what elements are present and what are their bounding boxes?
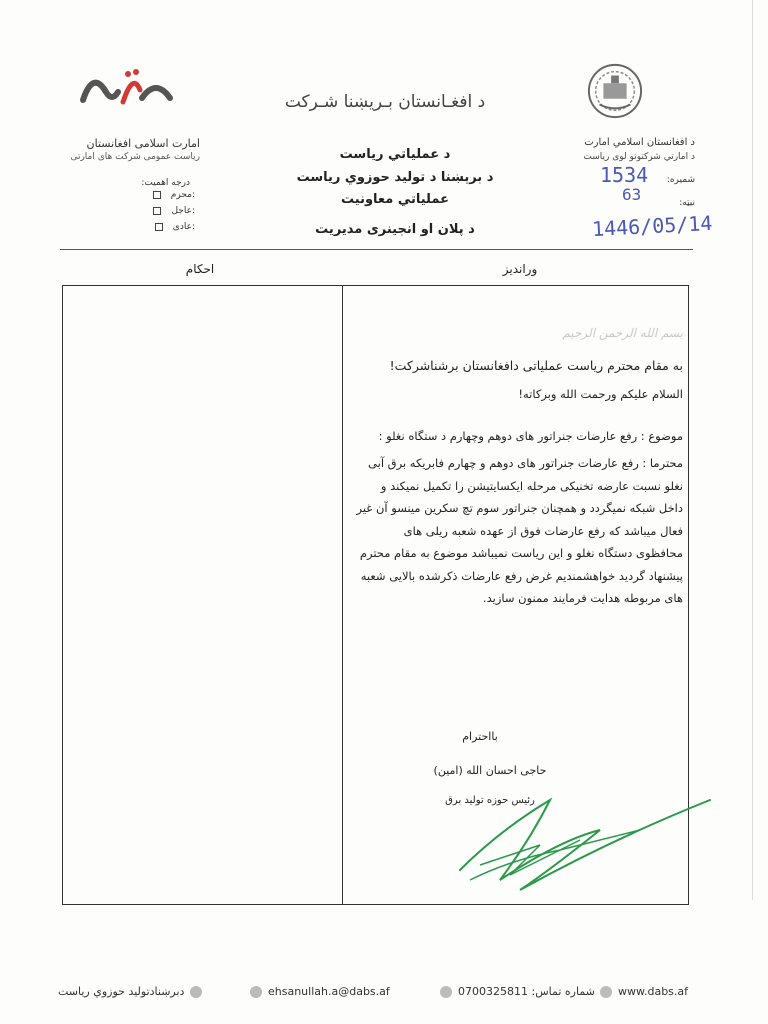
table-column-divider xyxy=(342,285,343,905)
signer-title: رئیس حوزه تولید برق xyxy=(445,795,535,806)
checkbox-confidential[interactable] xyxy=(153,191,161,199)
left-org-line1: امارت اسلامی افغانستان xyxy=(86,137,200,150)
closing-line: بااحترام xyxy=(462,730,498,743)
checkbox-urgent[interactable] xyxy=(153,207,161,215)
email-icon xyxy=(250,986,262,998)
column-header-orders: احکام xyxy=(185,262,215,276)
date-label: نیټه: xyxy=(679,198,695,208)
letter-body: محترما : رفع عارضات جنراتور های دوهم و چهارم فابریکه برق آبی نغلو نسبت عارضه تخنیکی مرحله ایکسایتیشن را تکمیل نمیکند و داخل شبکه نمیگردد و همچنان جنراتور سوم تچ سکرین مینسو آن غیر فعال میباشد که رفع عارضات فوق از عهده شعبه ریلی های محافظوی دستگاه نغلو و این ریاست نمیباشد موضوع به مقام محترم پیشنهاد گردید خواهشمندیم غرض رفع عارضات ذکرشده بالایی شعبه های مربوطه هدایت فرمایند ممنون سازید. xyxy=(356,456,683,605)
breshna-logo xyxy=(78,62,178,112)
column-header-incoming: وراندیز xyxy=(502,262,538,276)
bismillah-text: بسم الله الرحمن الرحیم xyxy=(562,326,683,340)
handwritten-signature xyxy=(440,770,730,900)
phone-icon xyxy=(440,986,452,998)
priority-urgent xyxy=(120,206,195,216)
footer-website xyxy=(600,985,688,998)
checkbox-normal[interactable] xyxy=(155,223,163,231)
footer-phone-text: شماره تماس: 0700325811 xyxy=(458,985,595,998)
header-divider xyxy=(60,249,693,250)
priority-normal-label: عادی: xyxy=(172,222,195,232)
company-title: د افغـانستان بـريښنا شـرکت xyxy=(284,92,486,112)
footer-website-text[interactable]: www.dabs.af xyxy=(618,985,689,998)
right-org-line1: د افغانستان اسلامي امارت xyxy=(584,137,695,148)
priority-confidential xyxy=(120,190,195,200)
footer-email-text[interactable]: ehsanullah.a@dabs.af xyxy=(268,985,390,998)
date-value: 1446/05/14 xyxy=(591,210,713,242)
dept-line-3: عملیاتي معاونیت xyxy=(341,192,449,207)
number-value: 1534 xyxy=(600,163,649,187)
page-edge-line xyxy=(752,0,753,900)
footer-phone xyxy=(440,985,595,998)
globe-icon xyxy=(600,986,612,998)
priority-urgent-label: عاجل: xyxy=(171,206,195,216)
greeting-line: السلام علیکم ورحمت الله وبرکاته! xyxy=(518,387,683,401)
dept-line-4: د پلان او انجینری مدیریت xyxy=(315,222,475,237)
number-sub-value: 63 xyxy=(622,185,642,204)
signer-name: حاجی احسان الله (امین) xyxy=(433,764,547,777)
right-org-line2: د امارتي شرکتونو لوی ریاست xyxy=(583,152,695,162)
dept-line-1: د عملیاتي ریاست xyxy=(339,147,451,162)
emirate-emblem-icon xyxy=(586,62,644,120)
subject-line: موضوع : رفع عارضات جنراتور های دوهم وچهارم د ستگاه نغلو : xyxy=(378,429,683,443)
priority-confidential-label: محرم: xyxy=(170,190,195,200)
priority-normal xyxy=(120,222,195,232)
recipient-line: به مقام محترم ریاست عملیاتی دافغانستان برشناشرکت! xyxy=(389,358,683,373)
footer-email xyxy=(250,985,390,998)
footer-address xyxy=(58,985,202,998)
footer-address-text: دبرښنادتولید حوزوي ریاست xyxy=(58,985,185,998)
number-label: شمیره: xyxy=(666,175,695,185)
location-pin-icon xyxy=(190,986,202,998)
priority-label: درجه اهمیت: xyxy=(141,178,190,188)
dept-line-2: د برېښنا د تولید حوزوي ریاست xyxy=(296,170,494,185)
left-org-line2: ریاست عمومی شرکت های امارتی xyxy=(70,152,200,162)
